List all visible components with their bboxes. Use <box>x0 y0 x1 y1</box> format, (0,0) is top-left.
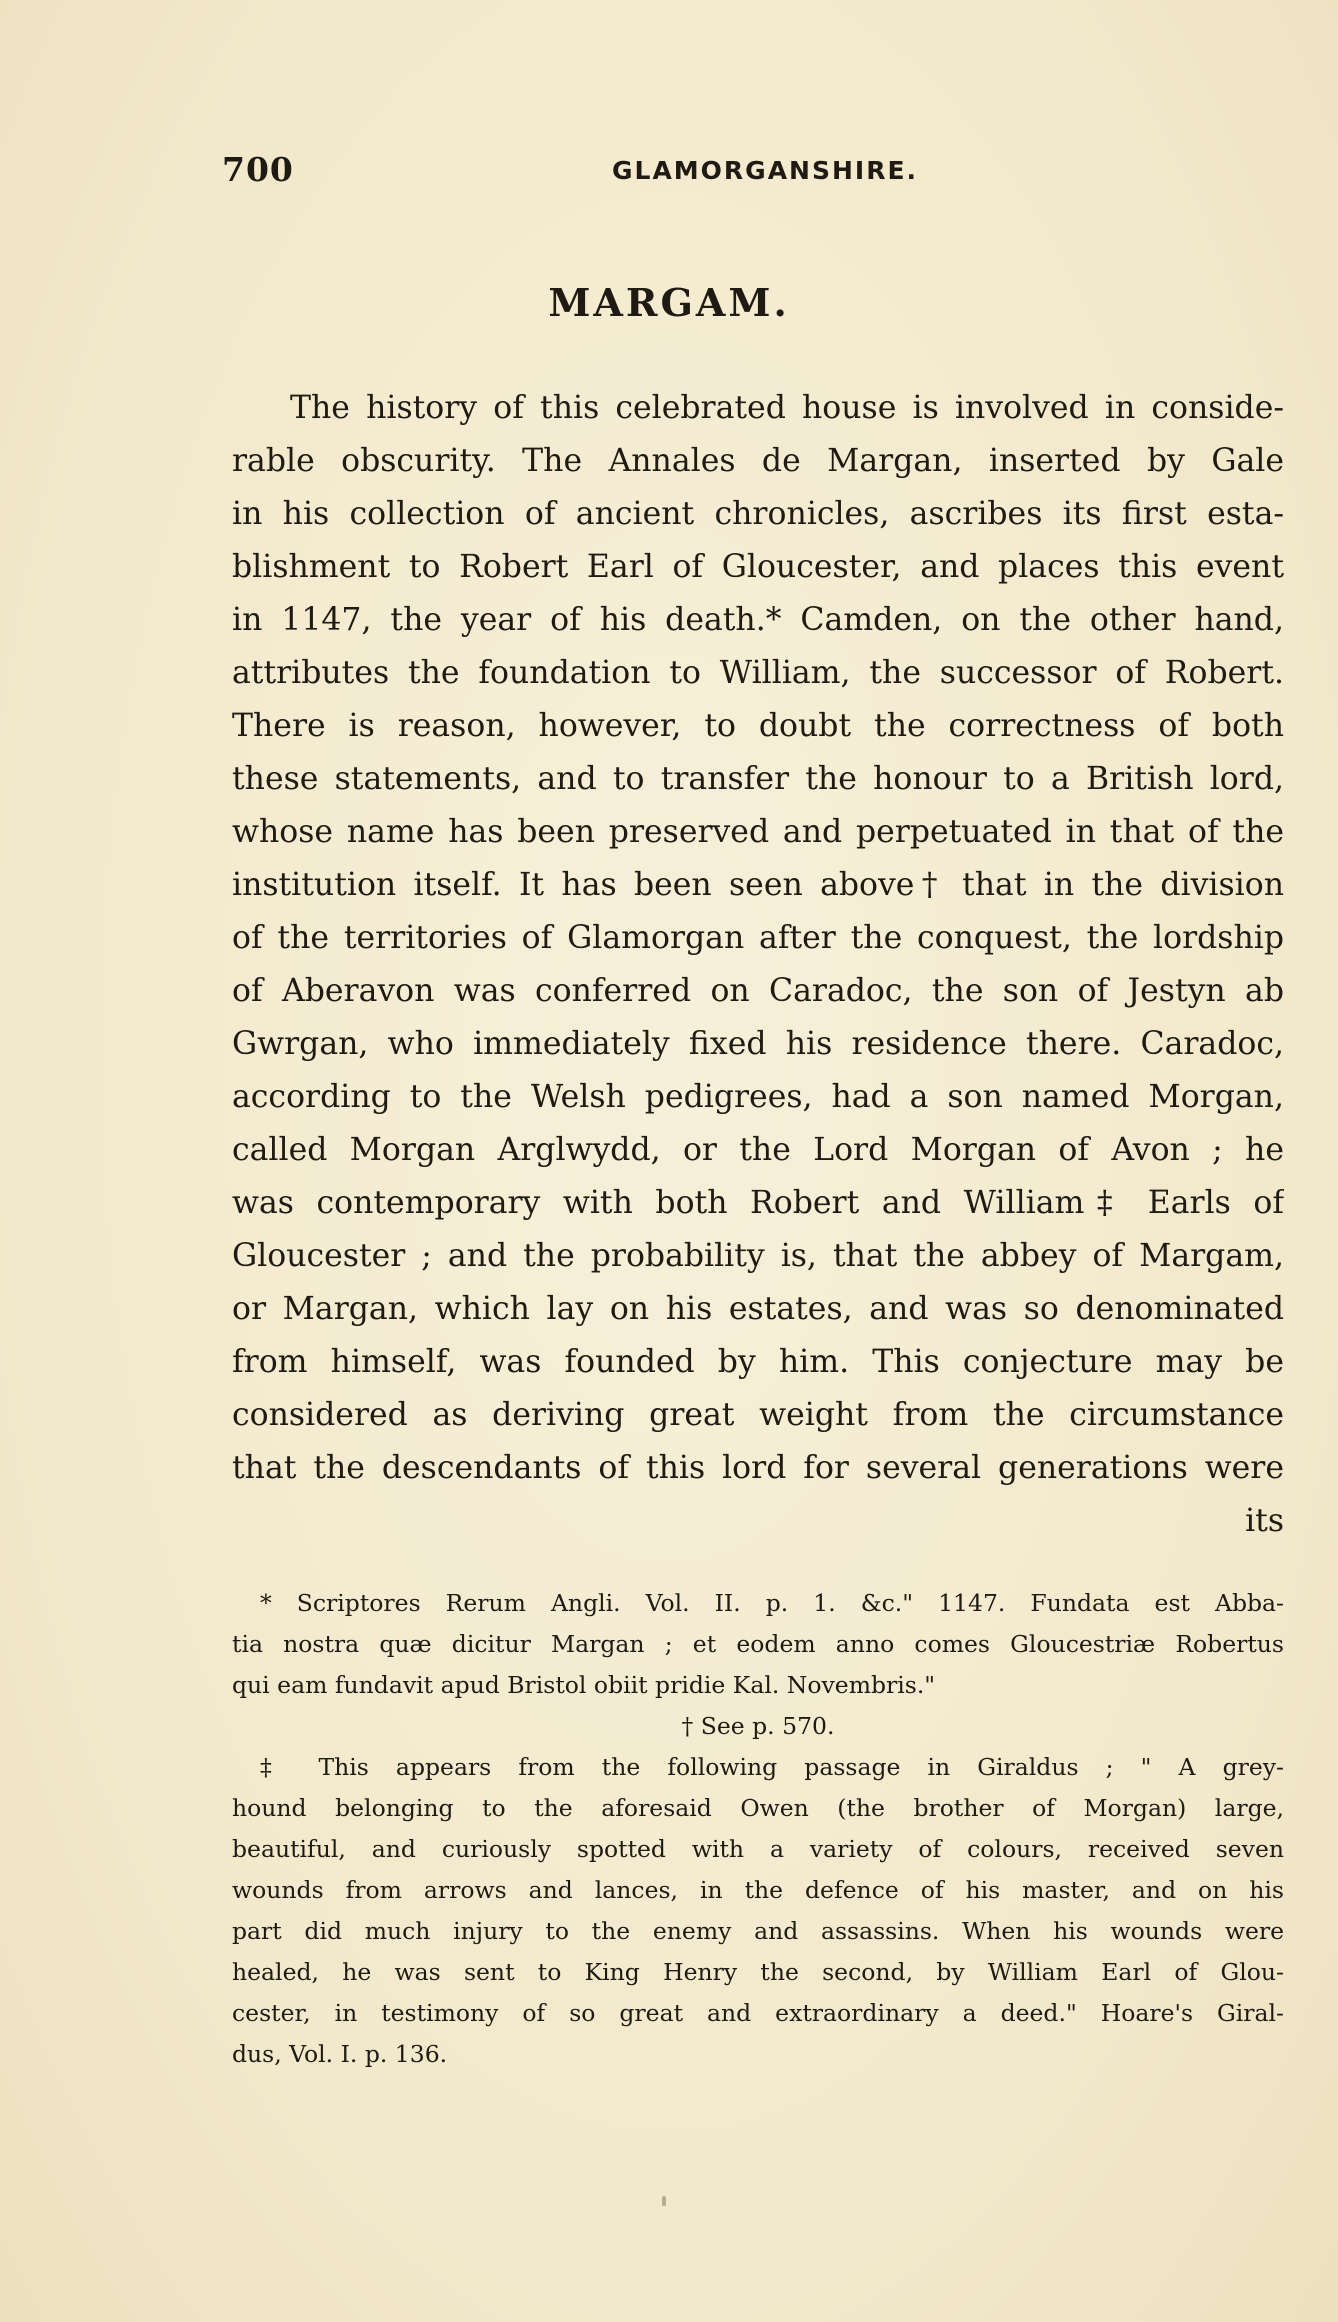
footnote-line: dus, Vol. I. p. 136. <box>232 2040 448 2068</box>
footnote-line: healed, he was sent to King Henry the second, by William Earl of Glou- <box>232 1958 1284 1986</box>
body-line: of the territories of Glamorgan after the conquest, the lordship <box>232 920 1284 956</box>
section-title: MARGAM. <box>548 280 790 325</box>
body-line: from himself, was founded by him. This conjecture may be <box>232 1344 1284 1380</box>
body-line: There is reason, however, to doubt the correctness of both <box>232 708 1284 744</box>
body-line: The history of this celebrated house is involved in conside- <box>290 390 1284 426</box>
footnote-line: ‡ This appears from the following passage in Giraldus ; " A grey- <box>260 1753 1284 1781</box>
page-number: 700 <box>222 150 294 189</box>
body-line: Gloucester ; and the probability is, that the abbey of Margam, <box>232 1238 1284 1274</box>
body-line: Gwrgan, who immediately fixed his residence there. Caradoc, <box>232 1026 1284 1062</box>
body-line: or Margan, which lay on his estates, and was so denominated <box>232 1291 1284 1327</box>
footnote-line: * Scriptores Rerum Angli. Vol. II. p. 1. &c." 1147. Fundata est Abba- <box>260 1589 1284 1617</box>
body-line: of Aberavon was conferred on Caradoc, the son of Jestyn ab <box>232 973 1284 1009</box>
running-head: GLAMORGANSHIRE. <box>612 156 919 185</box>
footnote-line: qui eam fundavit apud Bristol obiit pridie Kal. Novembris." <box>232 1671 936 1699</box>
body-line: considered as deriving great weight from the circumstance <box>232 1397 1284 1433</box>
body-line: blishment to Robert Earl of Gloucester, and places this event <box>232 549 1284 585</box>
body-line: according to the Welsh pedigrees, had a son named Morgan, <box>232 1079 1284 1115</box>
footnote-line: † See p. 570. <box>681 1712 835 1740</box>
body-line: in 1147, the year of his death.* Camden, on the other hand, <box>232 602 1284 638</box>
footnote-line: hound belonging to the aforesaid Owen (the brother of Morgan) large, <box>232 1794 1284 1822</box>
footnotes <box>232 1583 1284 2075</box>
footnote-line: cester, in testimony of so great and extraordinary a deed." Hoare's Giral- <box>232 1999 1284 2027</box>
paper-blemish <box>662 2196 666 2206</box>
footnote-line: part did much injury to the enemy and assassins. When his wounds were <box>232 1917 1284 1945</box>
catchword: its <box>1245 1503 1284 1539</box>
body-line: was contemporary with both Robert and William‡ Earls of <box>232 1185 1284 1221</box>
body-line: these statements, and to transfer the honour to a British lord, <box>232 761 1284 797</box>
body-line: institution itself. It has been seen above† that in the division <box>232 867 1284 903</box>
body-line: rable obscurity. The Annales de Margan, inserted by Gale <box>232 443 1284 479</box>
footnote-line: wounds from arrows and lances, in the defence of his master, and on his <box>232 1876 1284 1904</box>
body-text <box>232 382 1284 1548</box>
page-header <box>222 150 1282 210</box>
body-line: called Morgan Arglwydd, or the Lord Morgan of Avon ; he <box>232 1132 1284 1168</box>
footnote-line: beautiful, and curiously spotted with a variety of colours, received seven <box>232 1835 1284 1863</box>
footnote-separator <box>232 1563 1284 1564</box>
body-line: whose name has been preserved and perpetuated in that of the <box>232 814 1284 850</box>
body-line: attributes the foundation to William, the successor of Robert. <box>232 655 1284 691</box>
body-line: that the descendants of this lord for several generations were <box>232 1450 1284 1486</box>
footnote-line: tia nostra quæ dicitur Margan ; et eodem anno comes Gloucestriæ Robertus <box>232 1630 1284 1658</box>
body-line: in his collection of ancient chronicles, ascribes its first esta- <box>232 496 1284 532</box>
